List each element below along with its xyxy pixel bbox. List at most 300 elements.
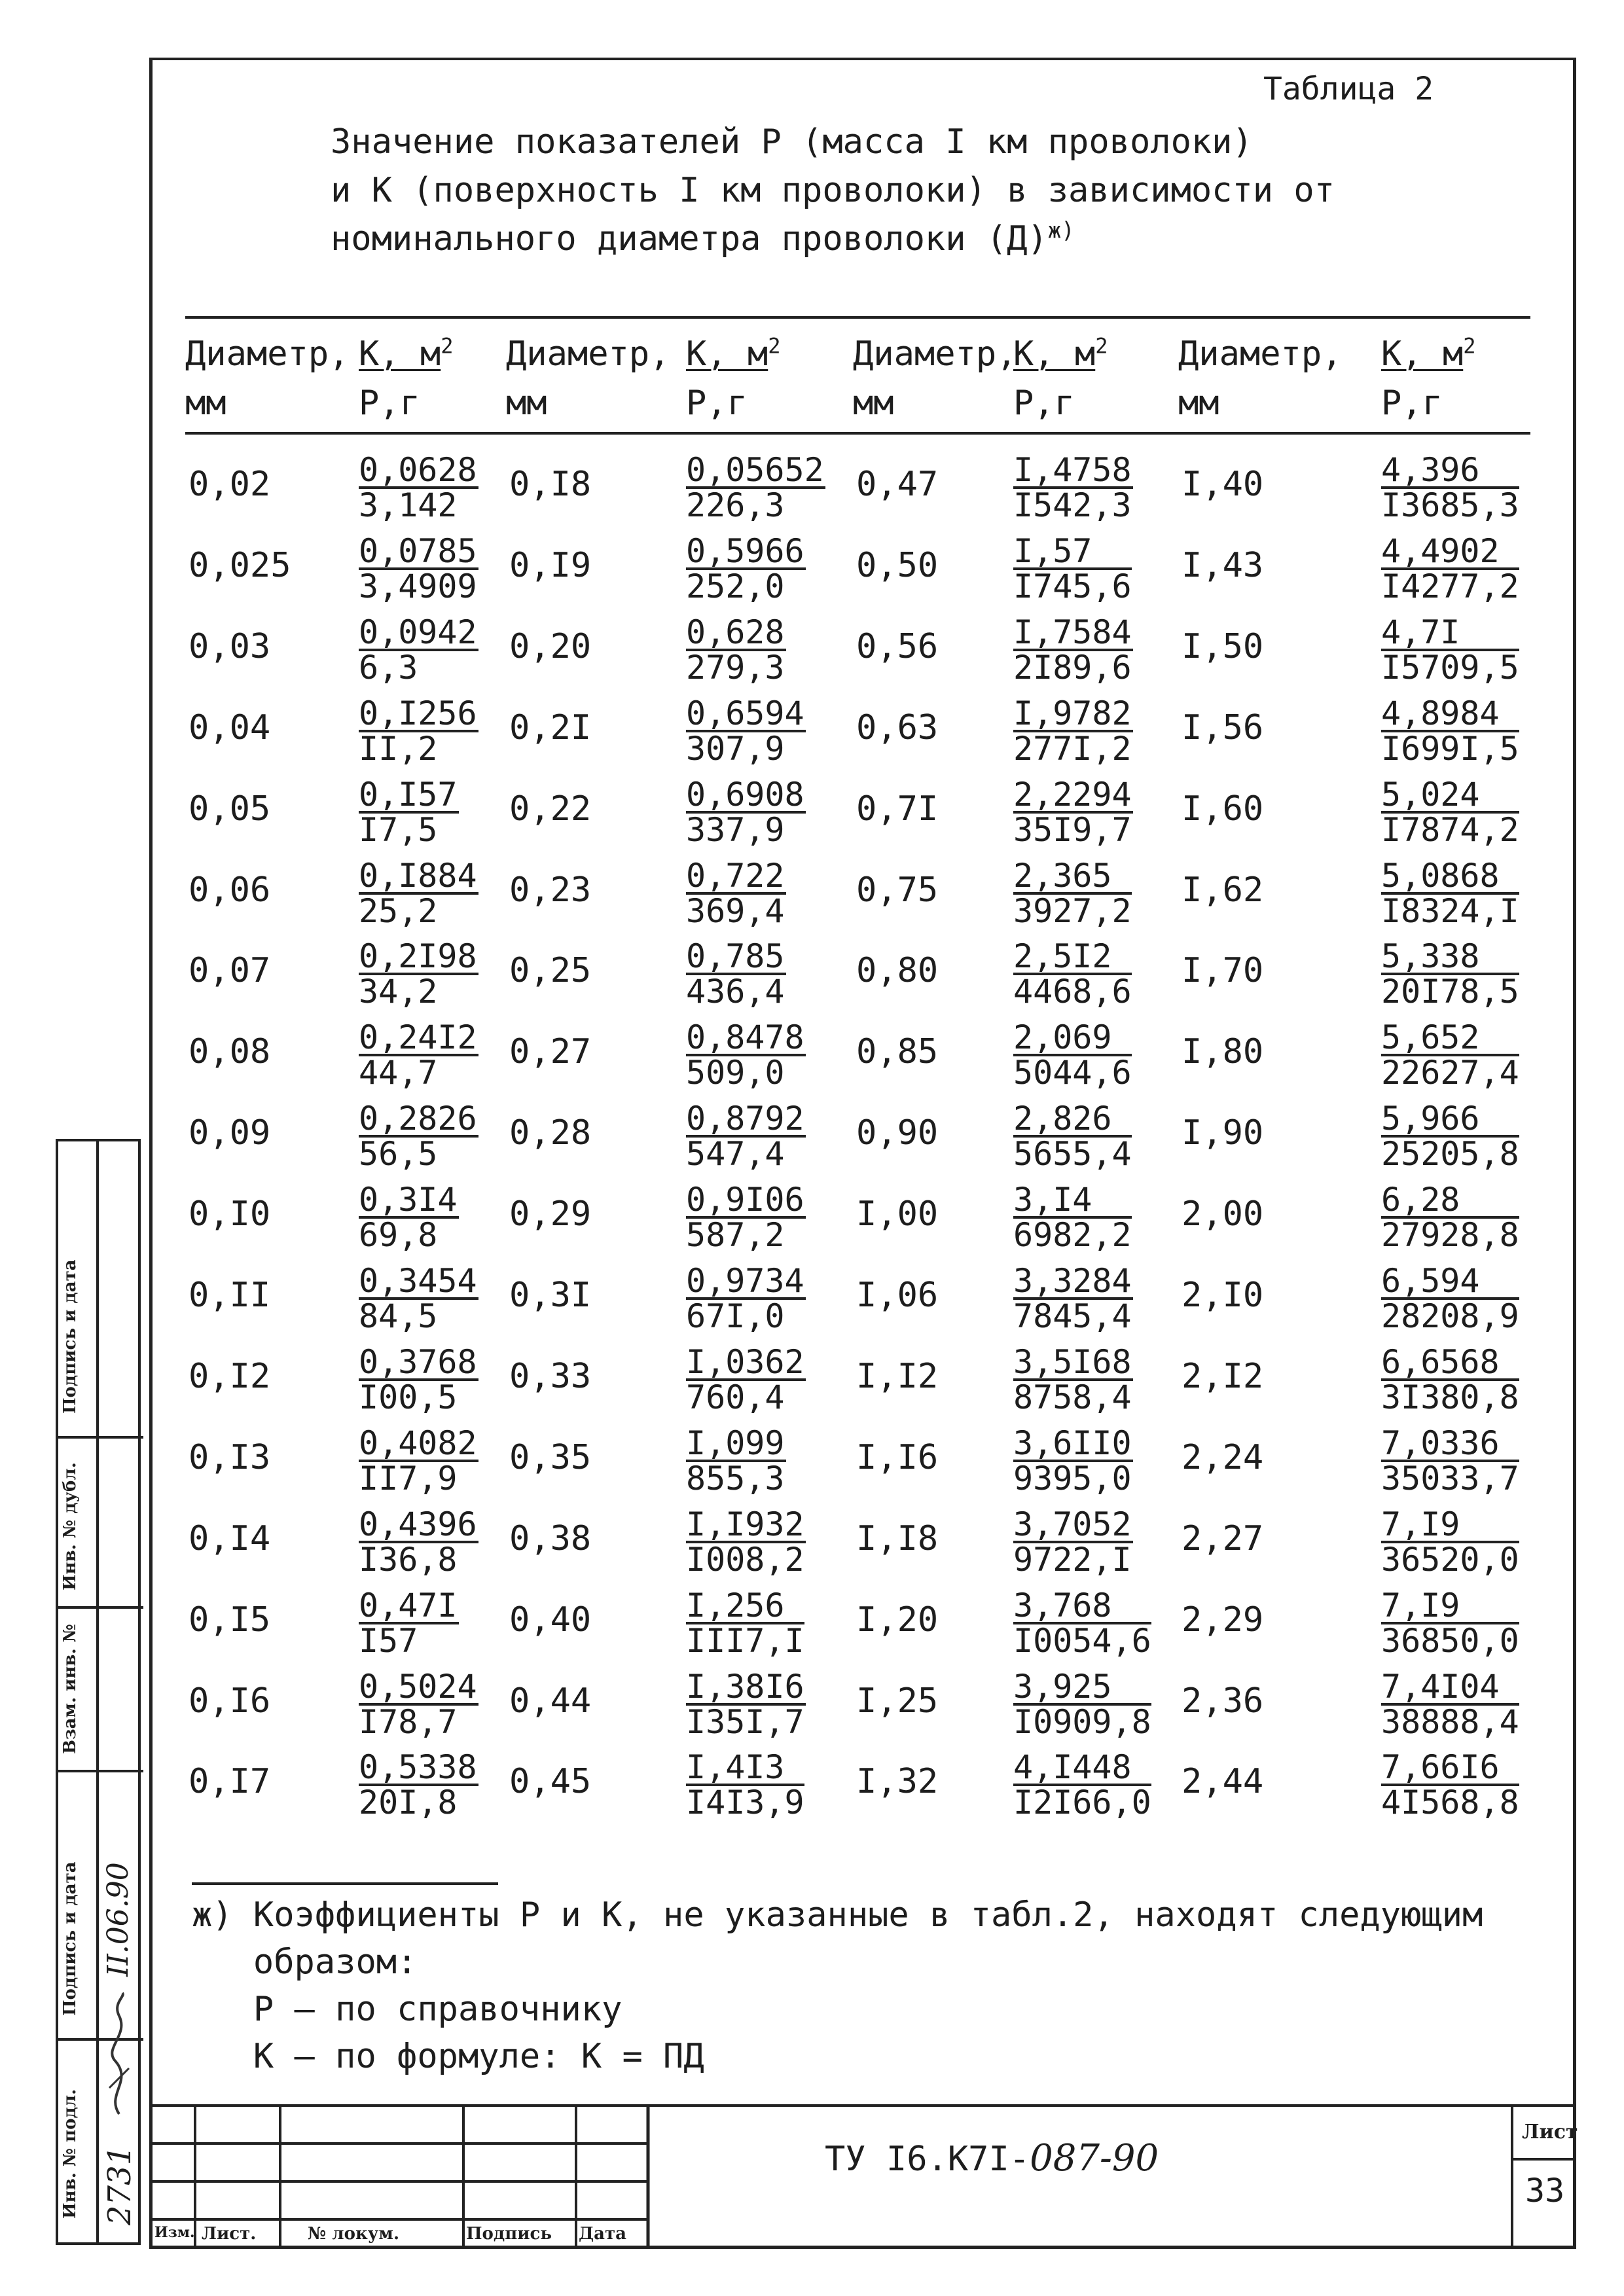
p-value: 28208,9 [1381, 1297, 1519, 1335]
side-label-original-inventory: Инв. № подл. [60, 2089, 80, 2219]
diameter-cell: I,06 [856, 1276, 939, 1315]
p-value: 36520,0 [1381, 1540, 1519, 1579]
k-p-fraction [1013, 613, 1133, 687]
k-p-fraction [686, 1505, 806, 1579]
diameter-cell: 0,I4 [189, 1518, 271, 1558]
k-value: 0,3768 [359, 1342, 477, 1381]
k-value: I,38I6 [686, 1667, 804, 1706]
diameter-cell: 0,II [189, 1276, 271, 1315]
header-diameter-unit: мм [506, 384, 547, 423]
p-value: 279,3 [686, 648, 785, 687]
k-p-fraction [1381, 1262, 1519, 1335]
side-label-signature-date-1: Подпись и дата [60, 1259, 80, 1414]
p-value: 67I,0 [686, 1297, 785, 1335]
k-p-fraction [359, 1262, 478, 1335]
diameter-cell: 2,27 [1182, 1518, 1264, 1558]
diameter-cell: 0,08 [189, 1032, 271, 1072]
k-p-fraction [359, 775, 459, 849]
header-k-label [1381, 333, 1476, 374]
stamp-label-signature: Подпись [466, 2224, 552, 2244]
k-value: 0,6908 [686, 775, 804, 814]
k-p-fraction [1381, 613, 1519, 687]
diameter-cell: 2,24 [1182, 1437, 1264, 1477]
diameter-cell: 0,23 [509, 870, 592, 910]
k-p-fraction [359, 451, 478, 524]
diameter-cell: I,40 [1182, 465, 1264, 504]
k-p-fraction [1013, 1181, 1132, 1255]
k-p-fraction [359, 1181, 459, 1255]
k-p-fraction [1013, 1424, 1133, 1498]
k-value: 7,4I04 [1381, 1672, 1519, 1706]
p-value: 509,0 [686, 1054, 785, 1092]
k-p-fraction [686, 1342, 806, 1416]
k-value: 0,9734 [686, 1262, 804, 1300]
footnote-mark: ж) [1047, 217, 1075, 244]
p-value: I4277,2 [1381, 567, 1519, 605]
k-p-fraction [359, 1100, 478, 1174]
p-value: 369,4 [686, 891, 785, 930]
p-value: I008,2 [686, 1540, 804, 1579]
footnote-line-1: ж) Коэффициенты Р и К, не указанные в табл.2, находят следующим [192, 1895, 1483, 1935]
k-p-fraction [686, 1667, 806, 1741]
k-p-fraction [1013, 1262, 1133, 1335]
diameter-cell: 0,45 [509, 1762, 592, 1802]
k-value: 2,365 [1013, 861, 1132, 895]
header-k-exponent: 2 [441, 333, 454, 359]
diameter-cell: 0,7I [856, 789, 939, 829]
k-value: 6,594 [1381, 1266, 1519, 1300]
p-value: 277I,2 [1013, 729, 1132, 768]
diameter-cell: 0,I0 [189, 1194, 271, 1234]
p-value: 56,5 [359, 1135, 438, 1174]
diameter-cell: 0,85 [856, 1032, 939, 1072]
p-value: 3,142 [359, 486, 458, 524]
k-p-fraction [686, 451, 825, 524]
k-value: I,I932 [686, 1505, 804, 1543]
header-k-exponent: 2 [1095, 333, 1108, 359]
k-p-fraction [686, 531, 806, 605]
k-value: 0,2I98 [359, 937, 477, 976]
diameter-cell: 0,75 [856, 870, 939, 910]
k-p-fraction [359, 1342, 478, 1416]
p-value: I5709,5 [1381, 648, 1519, 687]
diameter-cell: I,I2 [856, 1356, 939, 1396]
k-p-fraction [1013, 1586, 1151, 1660]
k-p-fraction [686, 937, 786, 1011]
handwritten-signature [99, 1990, 139, 2121]
diameter-cell: 0,40 [509, 1600, 592, 1640]
p-value: 2I89,6 [1013, 648, 1132, 687]
diameter-cell: 0,05 [189, 789, 271, 829]
k-value: 4,396 [1381, 455, 1519, 489]
diameter-cell: I,32 [856, 1762, 939, 1802]
k-p-fraction [359, 531, 478, 605]
footnote-rule [192, 1882, 498, 1885]
diameter-cell: 2,I2 [1182, 1356, 1264, 1396]
k-value: 0,3454 [359, 1262, 477, 1300]
header-k-label [1013, 333, 1108, 374]
k-p-fraction [686, 1748, 804, 1822]
p-value: 760,4 [686, 1378, 785, 1416]
k-value: I,7584 [1013, 613, 1132, 651]
p-value: I0909,8 [1013, 1702, 1151, 1741]
diameter-cell: 2,29 [1182, 1600, 1264, 1640]
k-p-fraction [1381, 1424, 1519, 1498]
k-value: I,4I3 [686, 1752, 804, 1786]
diameter-cell: I,25 [856, 1681, 939, 1721]
k-value: I,57 [1013, 536, 1132, 570]
p-value: III7,I [686, 1621, 804, 1660]
p-value: I3685,3 [1381, 486, 1519, 524]
k-value: 3,5I68 [1013, 1342, 1132, 1381]
k-p-fraction [686, 1586, 804, 1660]
k-p-fraction [686, 1018, 806, 1092]
stamp-label-date: Дата [579, 2224, 626, 2244]
k-value: 0,785 [686, 937, 785, 976]
diameter-cell: 0,27 [509, 1032, 592, 1072]
side-label-signature-date-2: Подпись и дата [60, 1861, 80, 2016]
k-value: 0,24I2 [359, 1018, 477, 1057]
heading-line-3: номинального диаметра проволоки (Д) [331, 219, 1048, 259]
footnote-line-4: К – по формуле: К = ПД [192, 2037, 704, 2076]
stamp-label-sheet: Лист. [202, 2224, 257, 2244]
k-p-fraction [359, 937, 478, 1011]
stamp-label-document-number: № локум. [308, 2224, 400, 2244]
k-value: 3,768 [1013, 1590, 1151, 1624]
p-value: I36,8 [359, 1540, 458, 1579]
diameter-cell: 0,04 [189, 708, 271, 747]
k-value: 5,338 [1381, 941, 1519, 975]
diameter-cell: I,70 [1182, 951, 1264, 991]
diameter-cell: 2,44 [1182, 1762, 1264, 1802]
k-value: 0,5024 [359, 1667, 477, 1706]
k-value: I,4758 [1013, 451, 1132, 489]
footnote-line-2: образом: [192, 1943, 418, 1982]
k-p-fraction [359, 1748, 478, 1822]
document-code-handwritten: 087-90 [1030, 2137, 1159, 2179]
diameter-cell: I,60 [1182, 789, 1264, 829]
p-value: I78,7 [359, 1702, 458, 1741]
diameter-cell: 0,02 [189, 465, 271, 504]
p-value: I7874,2 [1381, 810, 1519, 849]
diameter-cell: I,50 [1182, 626, 1264, 666]
k-p-fraction [686, 613, 786, 687]
k-p-fraction [1381, 1342, 1519, 1416]
diameter-cell: 0,56 [856, 626, 939, 666]
header-diameter-label: Диаметр, [185, 334, 350, 374]
p-value: I2I66,0 [1013, 1784, 1151, 1822]
k-value: I,9782 [1013, 694, 1132, 732]
diameter-cell: 0,80 [856, 951, 939, 991]
k-p-fraction [1013, 775, 1133, 849]
k-value: 0,0785 [359, 531, 477, 570]
diameter-cell: 0,06 [189, 870, 271, 910]
diameter-cell: 0,50 [856, 545, 939, 585]
diameter-cell: 2,I0 [1182, 1276, 1264, 1315]
table-heading [331, 118, 1335, 263]
p-value: 6,3 [359, 648, 418, 687]
side-divider [58, 1606, 143, 1609]
diameter-cell: 2,36 [1182, 1681, 1264, 1721]
k-p-fraction [359, 694, 478, 768]
k-value: I,0362 [686, 1342, 804, 1381]
k-p-fraction [686, 694, 806, 768]
k-p-fraction [1013, 451, 1133, 524]
p-value: 69,8 [359, 1216, 438, 1255]
k-p-fraction [1381, 531, 1519, 605]
k-value: 0,4396 [359, 1505, 477, 1543]
header-p-label: Р,г [686, 384, 748, 423]
p-value: 38888,4 [1381, 1702, 1519, 1741]
diameter-cell: 0,22 [509, 789, 592, 829]
p-value: I7,5 [359, 810, 438, 849]
diameter-cell: 0,I9 [509, 545, 592, 585]
p-value: 6982,2 [1013, 1216, 1132, 1255]
diameter-cell: I,80 [1182, 1032, 1264, 1072]
diameter-cell: 0,I7 [189, 1762, 271, 1802]
p-value: 36850,0 [1381, 1621, 1519, 1660]
k-value: 0,8478 [686, 1018, 804, 1057]
header-k-text: К, м [1013, 334, 1096, 374]
p-value: 27928,8 [1381, 1216, 1519, 1255]
k-value: 0,0628 [359, 451, 477, 489]
diameter-cell: I,62 [1182, 870, 1264, 910]
diameter-cell: 0,28 [509, 1113, 592, 1153]
p-value: 226,3 [686, 486, 785, 524]
p-value: 20I,8 [359, 1784, 458, 1822]
diameter-cell: 0,63 [856, 708, 939, 747]
k-value: 5,966 [1381, 1103, 1519, 1138]
header-diameter-label: Диаметр, [1178, 334, 1343, 374]
p-value: 7845,4 [1013, 1297, 1132, 1335]
diameter-cell: 0,3I [509, 1276, 592, 1315]
footnote [192, 1892, 1483, 2080]
k-value: 3,925 [1013, 1672, 1151, 1706]
diameter-cell: 0,I3 [189, 1437, 271, 1477]
p-value: 9722,I [1013, 1540, 1132, 1579]
k-value: 0,5966 [686, 531, 804, 570]
p-value: 436,4 [686, 973, 785, 1011]
side-divider [58, 1770, 143, 1772]
diameter-cell: 0,09 [189, 1113, 271, 1153]
diameter-cell: I,00 [856, 1194, 939, 1234]
p-value: II,2 [359, 729, 438, 768]
k-value: 4,I448 [1013, 1752, 1151, 1786]
p-value: I00,5 [359, 1378, 458, 1416]
k-value: I,256 [686, 1590, 804, 1624]
diameter-cell: I,I6 [856, 1437, 939, 1477]
sheet-label: Лист [1522, 2121, 1578, 2144]
p-value: 5655,4 [1013, 1135, 1132, 1174]
diameter-cell: I,I8 [856, 1518, 939, 1558]
k-value: 2,069 [1013, 1022, 1132, 1056]
k-p-fraction [1381, 1181, 1519, 1255]
k-value: 5,024 [1381, 780, 1519, 814]
k-p-fraction [1381, 937, 1519, 1011]
k-value: 0,8792 [686, 1100, 804, 1138]
p-value: 20I78,5 [1381, 973, 1519, 1011]
p-value: 35I9,7 [1013, 810, 1132, 849]
p-value: 3927,2 [1013, 891, 1132, 930]
document-code-printed: ТУ I6.К7I- [825, 2140, 1030, 2179]
k-value: 0,I884 [359, 856, 477, 895]
p-value: I57 [359, 1621, 418, 1660]
k-p-fraction [1381, 1748, 1519, 1822]
header-k-text: К, м [359, 334, 441, 374]
header-p-label: Р,г [1013, 384, 1075, 423]
side-label-dup-inventory: Инв. № дубл. [60, 1462, 80, 1590]
k-value: 0,3I4 [359, 1181, 458, 1219]
p-value: 4468,6 [1013, 973, 1132, 1011]
header-diameter-unit: мм [185, 384, 226, 423]
k-p-fraction [359, 1667, 478, 1741]
p-value: I745,6 [1013, 567, 1132, 605]
header-k-label [359, 333, 454, 374]
diameter-cell: I,90 [1182, 1113, 1264, 1153]
diameter-cell: 0,90 [856, 1113, 939, 1153]
diameter-cell: 0,20 [509, 626, 592, 666]
handwritten-inventory-number: 2731 [101, 2145, 138, 2225]
diameter-cell: 0,47 [856, 465, 939, 504]
diameter-cell: 0,33 [509, 1356, 592, 1396]
k-p-fraction [1013, 1667, 1151, 1741]
side-divider [58, 1436, 143, 1439]
k-value: 0,2826 [359, 1100, 477, 1138]
diameter-cell: 0,I8 [509, 465, 592, 504]
diameter-cell: I,43 [1182, 545, 1264, 585]
diameter-cell: 0,03 [189, 626, 271, 666]
diameter-cell: 0,025 [189, 545, 291, 585]
k-p-fraction [686, 856, 786, 930]
k-value: 0,05652 [686, 451, 824, 489]
diameter-cell: I,20 [856, 1600, 939, 1640]
k-p-fraction [1381, 1586, 1519, 1660]
p-value: 3I380,8 [1381, 1378, 1519, 1416]
p-value: 9395,0 [1013, 1459, 1132, 1498]
p-value: 8758,4 [1013, 1378, 1132, 1416]
k-value: 7,0336 [1381, 1428, 1519, 1462]
k-value: 2,2294 [1013, 775, 1132, 814]
diameter-cell: 0,I2 [189, 1356, 271, 1396]
table-top-rule [185, 316, 1530, 319]
diameter-cell: 0,07 [189, 951, 271, 991]
footnote-line-3: Р – по справочнику [192, 1990, 623, 2029]
k-p-fraction [1013, 1342, 1133, 1416]
k-p-fraction [1381, 856, 1519, 930]
p-value: I542,3 [1013, 486, 1132, 524]
k-value: 0,5338 [359, 1748, 477, 1787]
k-p-fraction [1013, 694, 1133, 768]
k-value: 5,0868 [1381, 861, 1519, 895]
p-value: 35033,7 [1381, 1459, 1519, 1498]
k-p-fraction [1013, 937, 1132, 1011]
k-p-fraction [1381, 451, 1519, 524]
header-p-label: Р,г [359, 384, 420, 423]
document-code [825, 2137, 1159, 2179]
k-value: 6,28 [1381, 1185, 1519, 1219]
p-value: 337,9 [686, 810, 785, 849]
diameter-cell: 0,44 [509, 1681, 592, 1721]
k-p-fraction [1381, 1505, 1519, 1579]
k-p-fraction [686, 1262, 806, 1335]
header-k-exponent: 2 [768, 333, 781, 359]
diameter-cell: 0,I5 [189, 1600, 271, 1640]
p-value: 4I568,8 [1381, 1784, 1519, 1822]
k-value: 3,3284 [1013, 1262, 1132, 1300]
k-p-fraction [1013, 1748, 1151, 1822]
k-p-fraction [359, 613, 478, 687]
k-value: 0,4082 [359, 1424, 477, 1462]
p-value: I4I3,9 [686, 1784, 804, 1822]
diameter-cell: 0,35 [509, 1437, 592, 1477]
k-p-fraction [359, 856, 478, 930]
p-value: 25205,8 [1381, 1135, 1519, 1174]
k-value: 3,7052 [1013, 1505, 1132, 1543]
k-p-fraction [1013, 1100, 1132, 1174]
p-value: 25,2 [359, 891, 438, 930]
p-value: 587,2 [686, 1216, 785, 1255]
p-value: I0054,6 [1013, 1621, 1151, 1660]
header-k-exponent: 2 [1463, 333, 1476, 359]
k-value: 6,6568 [1381, 1347, 1519, 1381]
sheet-number: 33 [1525, 2172, 1565, 2210]
p-value: 547,4 [686, 1135, 785, 1174]
k-value: 2,5I2 [1013, 941, 1132, 975]
k-value: 2,826 [1013, 1103, 1132, 1138]
k-p-fraction [1013, 1018, 1132, 1092]
k-value: 5,652 [1381, 1022, 1519, 1056]
diameter-cell: 0,2I [509, 708, 592, 747]
k-p-fraction [1381, 1100, 1519, 1174]
diameter-cell: 0,29 [509, 1194, 592, 1234]
p-value: 34,2 [359, 973, 438, 1011]
k-p-fraction [686, 1100, 806, 1174]
k-p-fraction [359, 1586, 459, 1660]
p-value: 307,9 [686, 729, 785, 768]
k-p-fraction [1013, 531, 1132, 605]
p-value: 44,7 [359, 1054, 438, 1092]
k-p-fraction [359, 1018, 478, 1092]
handwritten-date: II.06.90 [101, 1862, 135, 1977]
k-value: 4,8984 [1381, 698, 1519, 732]
k-value: 0,722 [686, 856, 785, 895]
p-value: 22627,4 [1381, 1054, 1519, 1092]
p-value: 5044,6 [1013, 1054, 1132, 1092]
k-p-fraction [1013, 856, 1132, 930]
p-value: 252,0 [686, 567, 785, 605]
p-value: 84,5 [359, 1297, 438, 1335]
header-diameter-unit: мм [1178, 384, 1219, 423]
k-value: 0,I57 [359, 775, 458, 814]
k-value: I,099 [686, 1424, 785, 1462]
header-diameter-label: Диаметр, [506, 334, 670, 374]
k-value: 0,628 [686, 613, 785, 651]
table-number-label: Таблица 2 [1263, 71, 1434, 107]
diameter-cell: 2,00 [1182, 1194, 1264, 1234]
header-diameter-label: Диаметр, [853, 334, 1017, 374]
k-value: 4,7I [1381, 617, 1519, 651]
p-value: I699I,5 [1381, 729, 1519, 768]
k-value: 7,I9 [1381, 1590, 1519, 1624]
k-p-fraction [1381, 1018, 1519, 1092]
k-p-fraction [1381, 775, 1519, 849]
side-label-replace-inventory: Взам. инв. № [60, 1624, 80, 1754]
header-diameter-unit: мм [853, 384, 894, 423]
header-k-label [686, 333, 781, 374]
diameter-cell: 0,38 [509, 1518, 592, 1558]
k-value: 7,66I6 [1381, 1752, 1519, 1786]
k-p-fraction [686, 1181, 806, 1255]
